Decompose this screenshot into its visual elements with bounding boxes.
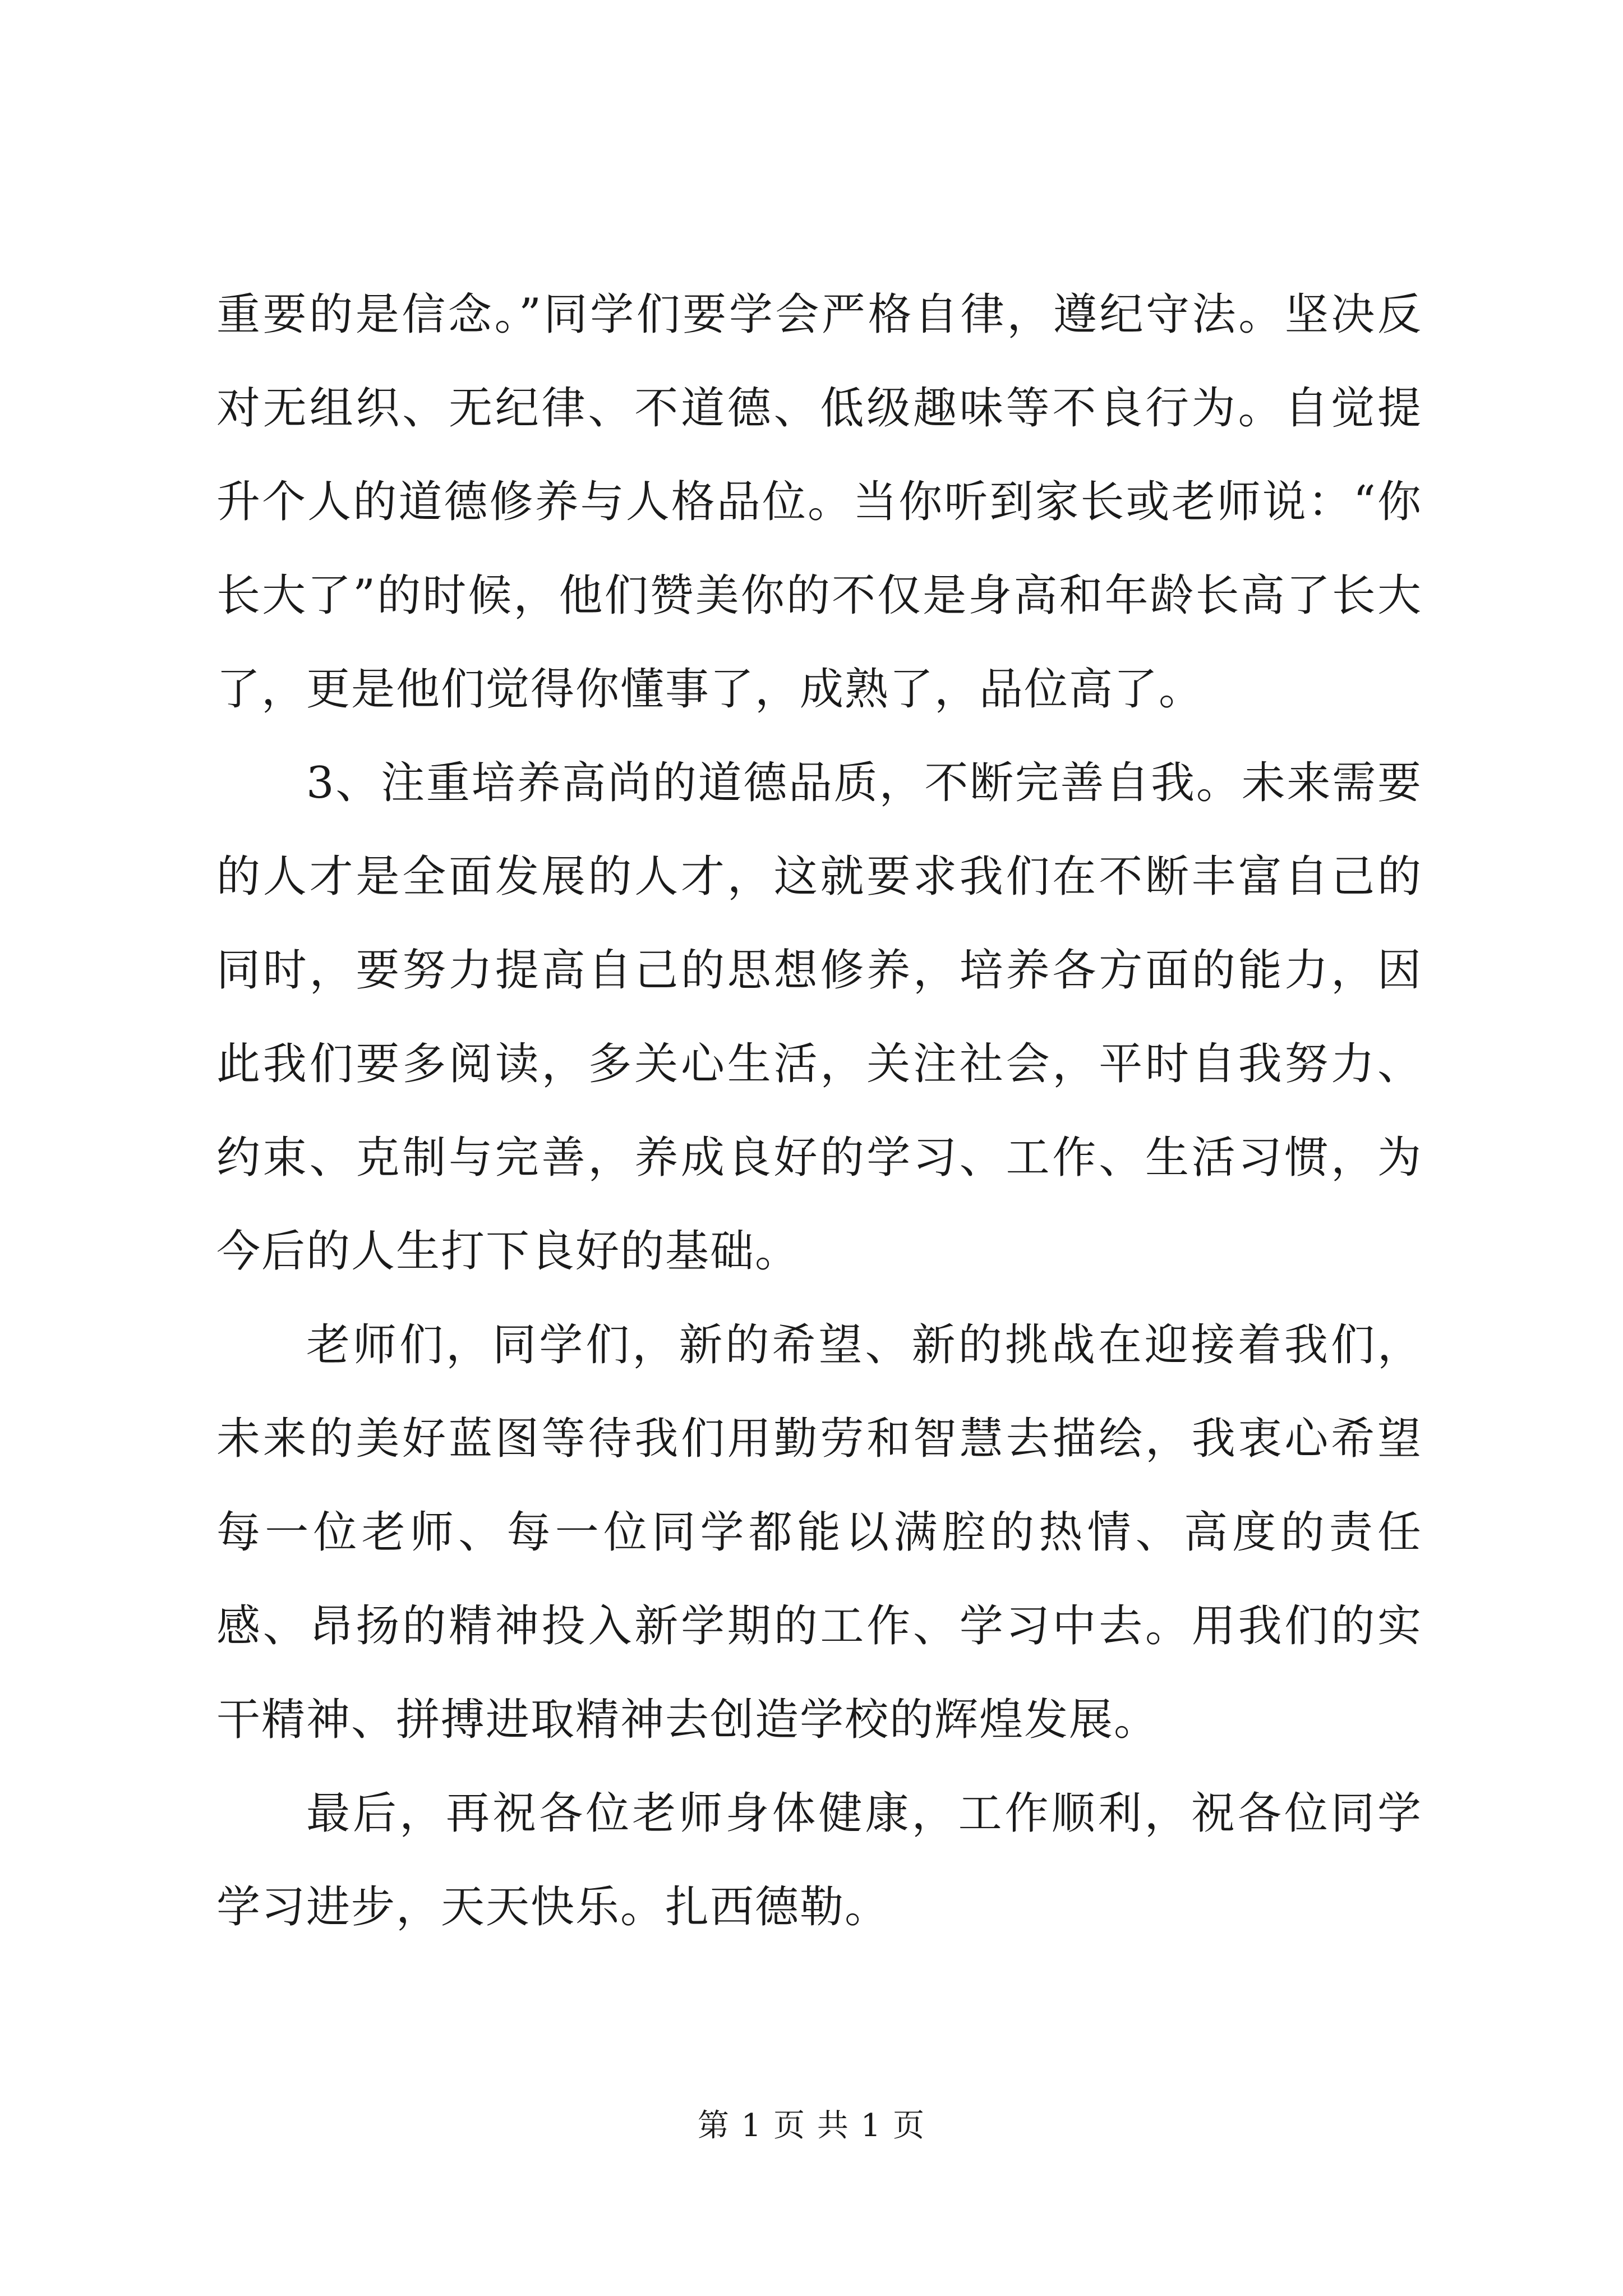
document-body <box>216 268 1422 1954</box>
paragraph-moral-quality: 3、注重培养高尚的道德品质，不断完善自我。未来需要的人才是全面发展的人才，这就要求我们在不断丰富自己的同时，要努力提高自己的思想修养，培养各方面的能力，因此我们要多阅读，多关心生活，关注社会，平时自我努力、约束、克制与完善，养成良好的学习、工作、生活习惯，为今后的人生打下良好的基础。 <box>216 758 1422 1277</box>
paragraph-closing-wishes: 最后，再祝各位老师身体健康，工作顺利，祝各位同学学习进步，天天快乐。扎西德勒。 <box>216 1788 1422 1932</box>
paragraph-continuation: 重要的是信念。”同学们要学会严格自律，遵纪守法。坚决反对无组织、无纪律、不道德、低级趣味等不良行为。自觉提升个人的道德修养与人格品位。当你听到家长或老师说：“你长大了”的时候，他们赞美你的不仅是身高和年龄长高了长大了，更是他们觉得你懂事了，成熟了，品位高了。 <box>216 289 1422 715</box>
paragraph-new-semester: 老师们，同学们，新的希望、新的挑战在迎接着我们，未来的美好蓝图等待我们用勤劳和智慧去描绘，我衷心希望每一位老师、每一位同学都能以满腔的热情、高度的责任感、昂扬的精神投入新学期的工作、学习中去。用我们的实干精神、拼搏进取精神去创造学校的辉煌发展。 <box>216 1320 1422 1745</box>
page-footer: 第 1 页 共 1 页 <box>697 2108 926 2144</box>
